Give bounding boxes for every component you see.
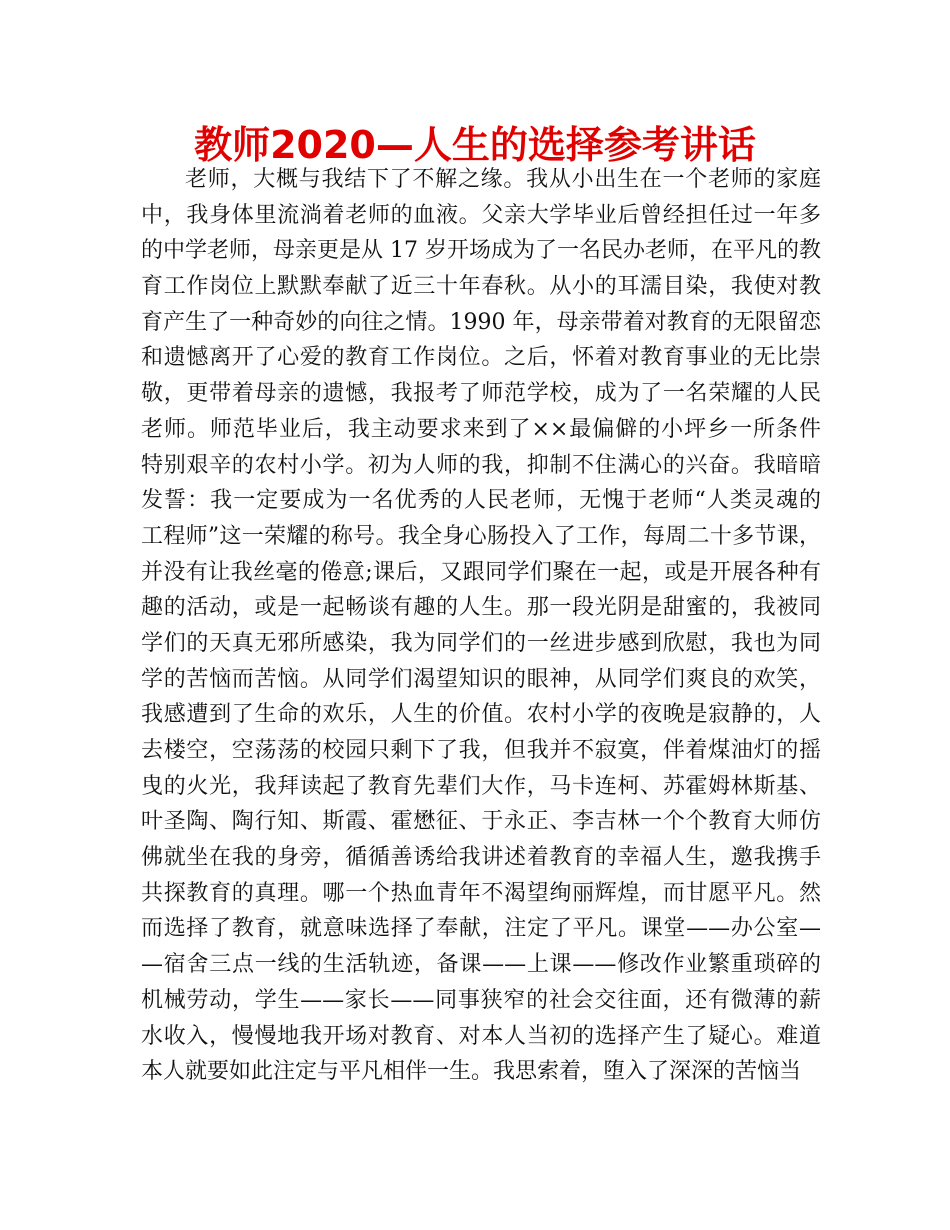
text-line: 佛就坐在我的身旁，循循善诱给我讲述着教育的幸福人生，邀我携手 bbox=[141, 845, 821, 871]
text-line: 机械劳动，学生——家长——同事狭窄的社会交往面，还有微薄的薪 bbox=[141, 987, 821, 1013]
text-line: 水收入，慢慢地我开场对教育、对本人当初的选择产生了疑心。难道 bbox=[141, 1023, 821, 1049]
text-line: 特别艰辛的农村小学。初为人师的我，抑制不住满心的兴奋。我暗暗 bbox=[141, 452, 821, 478]
text-line: 共探教育的真理。哪一个热血青年不渴望绚丽辉煌，而甘愿平凡。然 bbox=[141, 880, 821, 906]
text-line: 发誓：我一定要成为一名优秀的人民老师，无愧于老师“人类灵魂的 bbox=[141, 488, 821, 514]
document-body bbox=[141, 162, 821, 1090]
text-line: 学们的天真无邪所感染，我为同学们的一丝进步感到欣慰，我也为同 bbox=[141, 630, 821, 656]
text-line: 老师。师范毕业后，我主动要求来到了××最偏僻的小坪乡一所条件 bbox=[141, 416, 821, 442]
text-line: 育产生了一种奇妙的向往之情。1990 年，母亲带着对教育的无限留恋 bbox=[141, 309, 821, 335]
text-line: 我感遭到了生命的欢乐，人生的价值。农村小学的夜晚是寂静的，人 bbox=[141, 702, 821, 728]
text-line: 工程师”这一荣耀的称号。我全身心肠投入了工作，每周二十多节课， bbox=[141, 523, 821, 549]
text-line: 老师，大概与我结下了不解之缘。我从小出生在一个老师的家庭 bbox=[185, 167, 821, 192]
text-line: 而选择了教育，就意味选择了奉献，注定了平凡。课堂——办公室— bbox=[141, 916, 821, 942]
text-line: 本人就要如此注定与平凡相伴一生。我思索着，堕入了深深的苦恼当 bbox=[141, 1059, 802, 1085]
text-line: 中，我身体里流淌着老师的血液。父亲大学毕业后曾经担任过一年多 bbox=[141, 202, 821, 228]
text-line: 育工作岗位上默默奉献了近三十年春秋。从小的耳濡目染，我使对教 bbox=[141, 274, 821, 300]
text-line: 叶圣陶、陶行知、斯霞、霍懋征、于永正、李吉林一个个教育大师仿 bbox=[141, 809, 821, 835]
text-line: 的中学老师，母亲更是从 17 岁开场成为了一名民办老师，在平凡的教 bbox=[141, 238, 821, 264]
text-line: 趣的活动，或是一起畅谈有趣的人生。那一段光阴是甜蜜的，我被同 bbox=[141, 595, 821, 621]
text-line: —宿舍三点一线的生活轨迹，备课——上课——修改作业繁重琐碎的 bbox=[141, 952, 821, 978]
text-line: 敬，更带着母亲的遗憾，我报考了师范学校，成为了一名荣耀的人民 bbox=[141, 381, 821, 407]
text-line: 和遗憾离开了心爱的教育工作岗位。之后，怀着对教育事业的无比崇 bbox=[141, 345, 821, 371]
text-line: 曳的火光，我拜读起了教育先辈们大作，马卡连柯、苏霍姆林斯基、 bbox=[141, 773, 821, 799]
text-line: 并没有让我丝毫的倦意;课后，又跟同学们聚在一起，或是开展各种有 bbox=[141, 559, 821, 585]
document-title: 教师2020—人生的选择参考讲话 bbox=[194, 123, 756, 167]
text-line: 学的苦恼而苦恼。从同学们渴望知识的眼神，从同学们爽良的欢笑， bbox=[141, 666, 821, 692]
text-line: 去楼空，空荡荡的校园只剩下了我，但我并不寂寞，伴着煤油灯的摇 bbox=[141, 738, 821, 763]
